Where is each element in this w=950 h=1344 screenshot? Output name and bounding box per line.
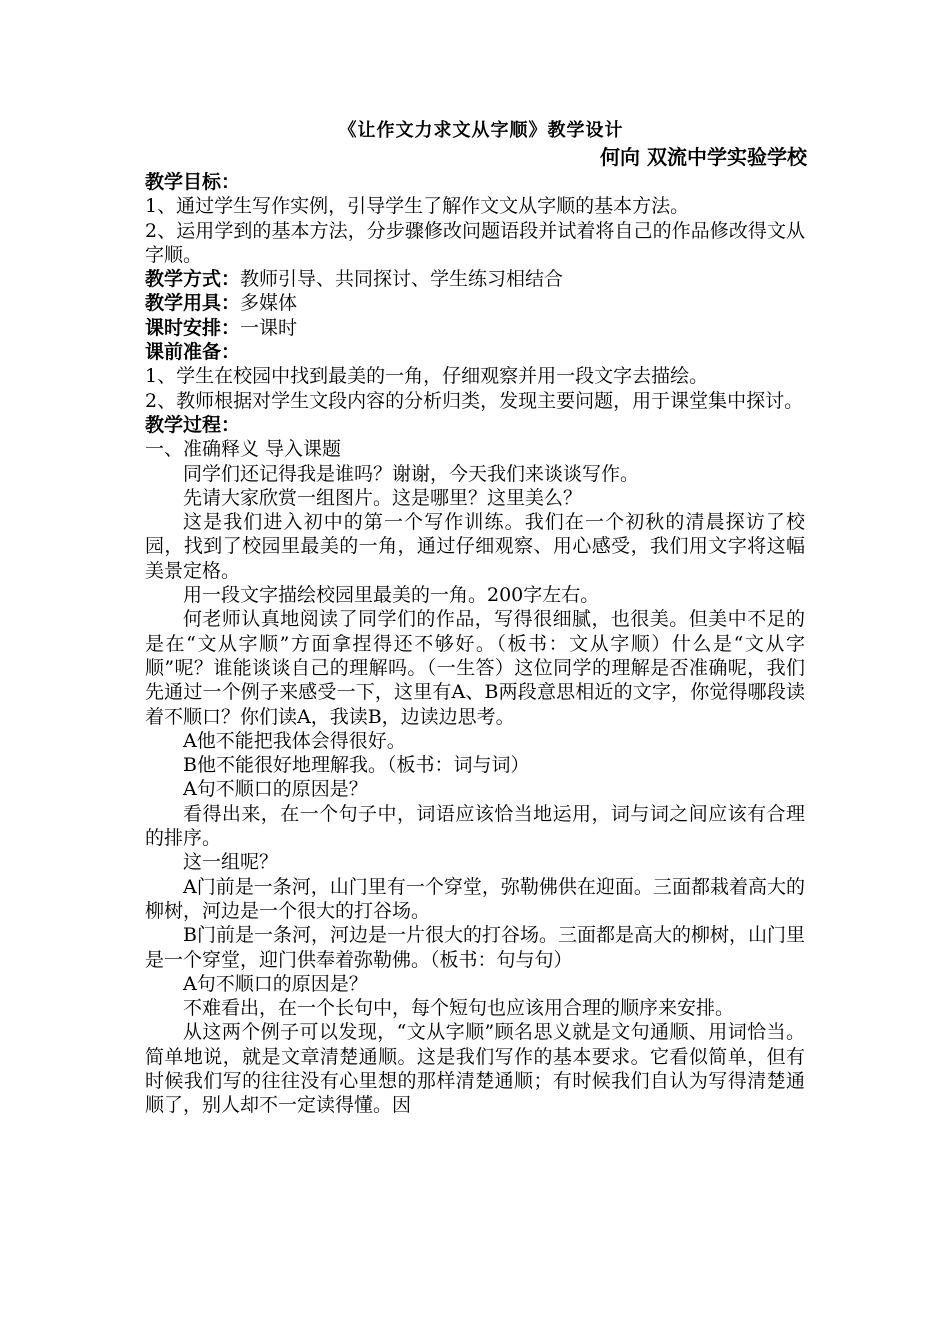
info-value: 教师引导、共同探讨、学生练习相结合 (240, 268, 564, 291)
section-heading: 一、准确释义 导入课题 (145, 438, 342, 461)
body-paragraph: 这是我们进入初中的第一个写作训练。我们在一个初秋的清晨探访了校园，找到了校园里最美的一角，通过仔细观察、用心感受，我们用文字将这幅美景定格。 (145, 511, 805, 582)
body-paragraph: 同学们还记得我是谁吗？谢谢，今天我们来谈谈写作。 (183, 462, 640, 485)
info-label: 课时安排： (145, 316, 241, 339)
document-page (145, 118, 805, 1118)
prep-heading: 课前准备： (145, 341, 241, 364)
body-paragraph: 从这两个例子可以发现，“文从字顺”顾名思义就是文句通顺、用词恰当。简单地说，就是文章清楚通顺。这是我们写作的基本要求。它看似简单，但有时候我们写的往往没有心里想的那样清楚通顺；有时候我们自认为写得清楚通顺了，别人却不一定读得懂。因 (145, 1021, 805, 1117)
goal-item: 2、运用学到的基本方法，分步骤修改问题语段并试着将自己的作品修改得文从字顺。 (145, 219, 805, 266)
body-paragraph: B门前是一条河，河边是一片很大的打谷场。三面都是高大的柳树，山门里是一个穿堂，迎门供奉着弥勒佛。（板书：句与句） (145, 924, 805, 971)
document-title: 《让作文力求文从字顺》教学设计 (338, 120, 624, 141)
body-paragraph: 用一段文字描绘校园里最美的一角。200字左右。 (183, 584, 600, 607)
info-label: 教学方式： (145, 268, 241, 291)
info-tools (145, 291, 805, 315)
info-method (145, 267, 805, 291)
body-paragraph: 何老师认真地阅读了同学们的作品，写得很细腻，也很美。但美中不足的是在“文从字顺”方面拿捏得还不够好。（板书：文从字顺）什么是“文从字顺”呢？谁能谈谈自己的理解吗。（一生答）这位同学的理解是否准确呢，我们先通过一个例子来感受一下，这里有A、B两段意思相近的文字，你觉得哪段读着不顺口？你们读A，我读B，边读边思考。 (145, 608, 805, 728)
process-heading: 教学过程： (145, 413, 241, 436)
body-paragraph: 看得出来，在一个句子中，词语应该恰当地运用，词与词之间应该有合理的排序。 (145, 802, 805, 850)
body-paragraph: B他不能很好地理解我。（板书：词与词） (183, 754, 530, 777)
body-paragraph: 先请大家欣赏一组图片。这是哪里？这里美么？ (183, 486, 583, 509)
info-schedule (145, 316, 805, 340)
author-line: 何向 双流中学实验学校 (600, 145, 807, 169)
body-paragraph: 不难看出，在一个长句中，每个短句也应该用合理的顺序来安排。 (183, 997, 735, 1020)
body-paragraph: A句不顺口的原因是？ (183, 972, 368, 995)
prep-item: 2、教师根据对学生文段内容的分析归类，发现主要问题，用于课堂集中探讨。 (145, 389, 804, 412)
goals-heading: 教学目标： (145, 171, 241, 193)
prep-item: 1、学生在校园中找到最美的一角，仔细观察并用一段文字去描绘。 (145, 365, 709, 388)
body-paragraph: 这一组呢？ (183, 851, 279, 874)
info-value: 多媒体 (240, 292, 298, 315)
info-value: 一课时 (240, 316, 298, 339)
body-paragraph: A他不能把我体会得很好。 (183, 729, 406, 752)
body-paragraph: A门前是一条河，山门里有一个穿堂，弥勒佛供在迎面。三面都栽着高大的柳树，河边是一个很大的打谷场。 (145, 875, 805, 922)
body-paragraph: A句不顺口的原因是？ (183, 778, 368, 801)
goal-item: 1、通过学生写作实例，引导学生了解作文文从字顺的基本方法。 (145, 195, 690, 218)
info-label: 教学用具： (145, 292, 241, 315)
